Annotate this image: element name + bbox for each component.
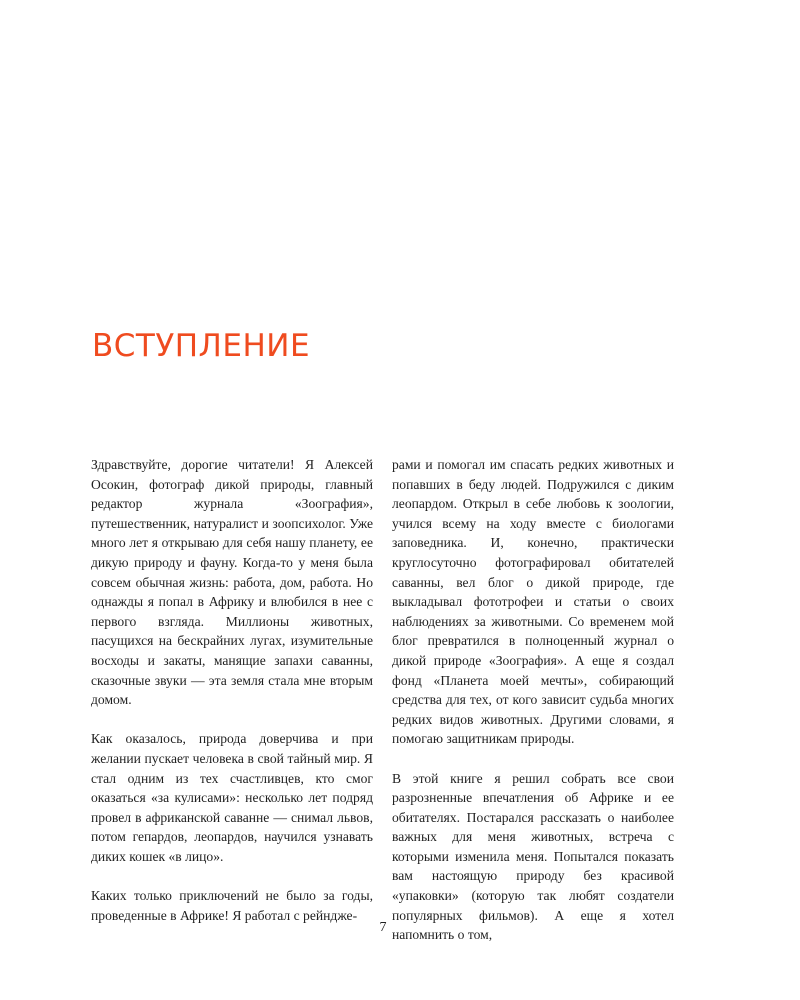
paragraph-adventures: Каких только приключений не было за годы, проведенные в Африке! Я работал с рейндже-	[91, 888, 373, 923]
paragraph-nature: Как оказалось, природа доверчива и при желании пускает человека в свой тайный мир. Я стал одним из тех счастливцев, кто смог оказаться «за кулисами»: несколько лет подряд провел в африканской саванне — снимал львов, потом гепардов, леопардов, научился узнавать диких кошек «в лицо».	[91, 731, 373, 864]
page-number: 7	[379, 920, 387, 935]
paragraph-book-purpose: В этой книге я решил собрать все свои разрозненные впечатления об Африке и ее обитателях. Постарался рассказать о наиболее важных для меня животных, встреча с которыми изменила меня. Попытался показать вам настоящую природу без красивой «упаковки» (которую так любят создатели популярных фильмов). А еще я хотел напомнить о том,	[392, 770, 674, 943]
chapter-title: ВСТУПЛЕНИЕ	[92, 328, 311, 364]
left-text-column	[91, 455, 373, 945]
paragraph-intro: Здравствуйте, дорогие читатели! Я Алексей Осокин, фотограф дикой природы, главный редактор журнала «Зоография», путешественник, натуралист и зоопсихолог. Уже много лет я открываю для себя нашу планету, ее дикую природу и фауну. Когда-то у меня была совсем обычная жизнь: работа, дом, работа. Но однажды я попал в Африку и влюбился в нее с первого взгляда. Миллионы животных, пасущихся на бескрайних лугах, изумительные восходы и закаты, манящие запахи саванны, сказочные звуки — эта земля стала мне вторым домом.	[91, 457, 373, 708]
paragraph-rangers: рами и помогал им спасать редких животных и попавших в беду людей. Подружился с диким леопардом. Открыл в себе любовь к зоологии, учился всему на ходу вместе с биологами заповедника. И, конечно, практически круглосуточно фотографировал обитателей саванны, вел блог о дикой природе, где выкладывал фототрофеи и статьи о своих наблюдениях за животными. Со временем мой блог превратился в полноценный журнал о дикой природе «Зоография». А еще я создал фонд «Планета моей мечты», собирающий средства для тех, от кого зависит судьба многих редких видов животных. Другими словами, я помогаю защитникам природы.	[392, 457, 674, 747]
right-text-column	[392, 455, 674, 964]
